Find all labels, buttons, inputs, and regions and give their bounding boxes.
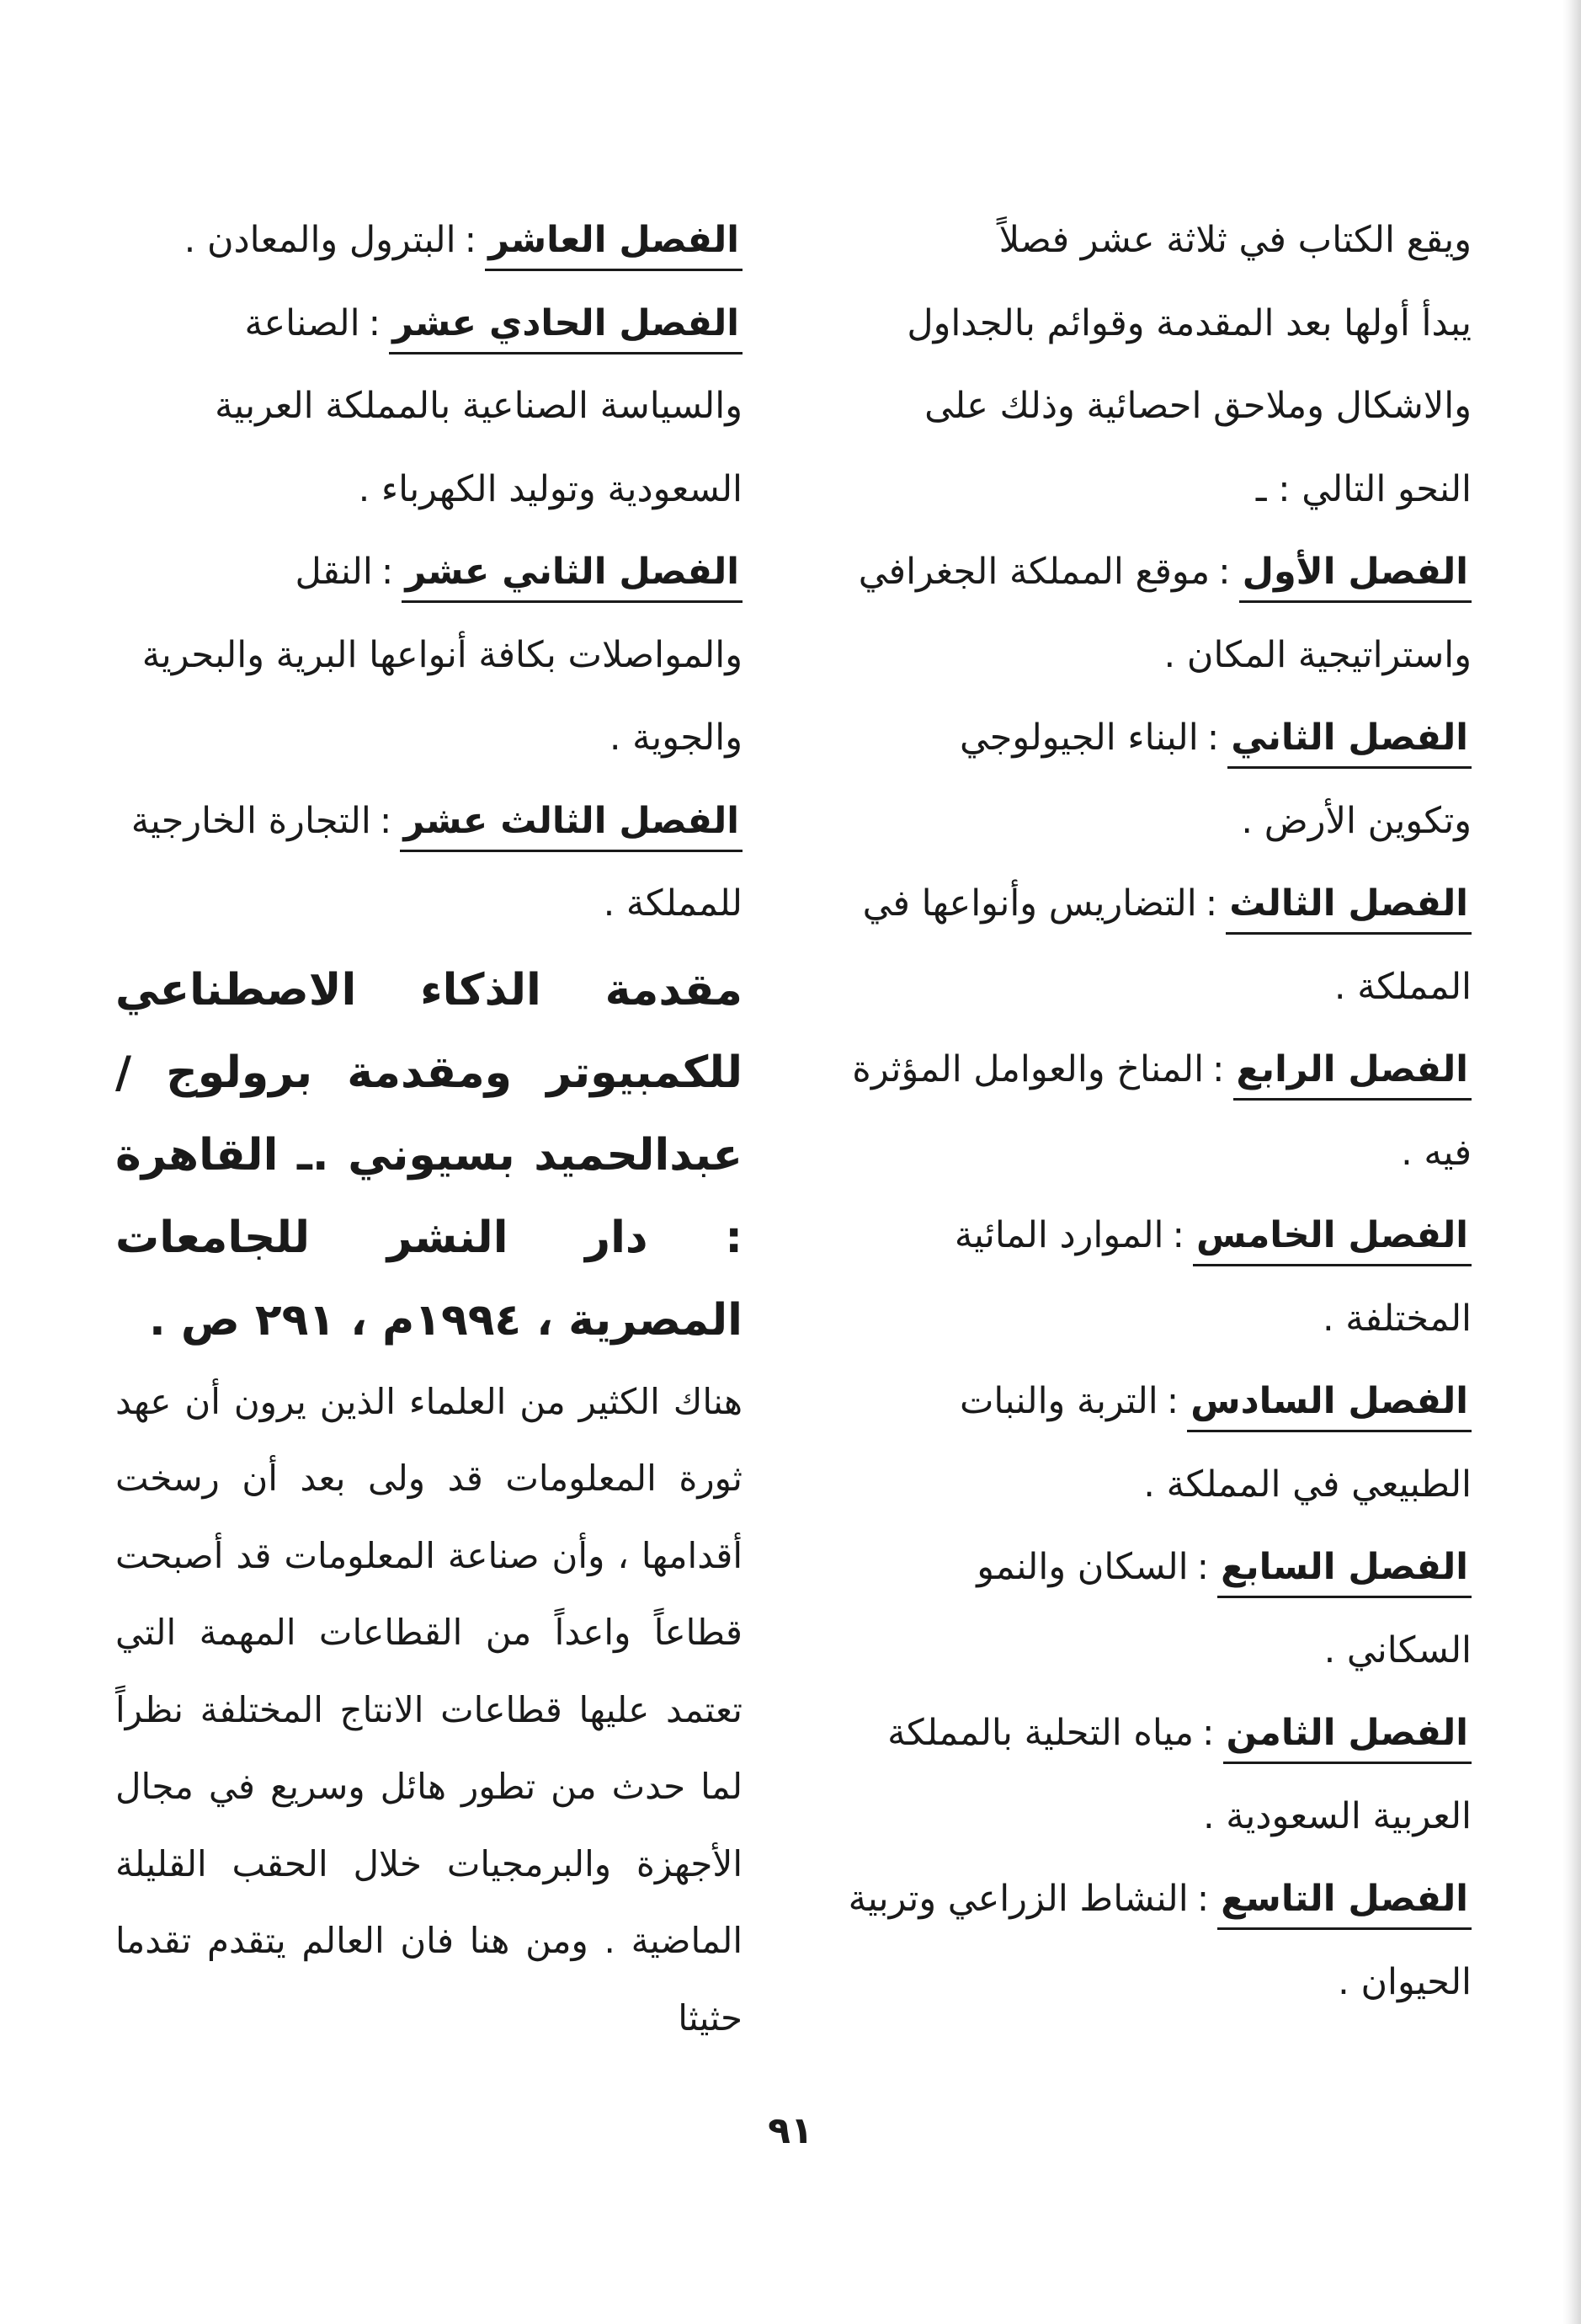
intro-line: يبدأ أولها بعد المقدمة وقوائم بالجداول — [907, 301, 1472, 344]
page-number: ٩١ — [768, 2109, 813, 2152]
chapter-description: الموارد المائية المختلفة . — [954, 1214, 1472, 1340]
chapter-title: الفصل الثامن — [1223, 1706, 1472, 1764]
chapter-entry: الفصل الأول:موقع المملكة الجغرافي واستراتيجية المكان . — [844, 530, 1472, 696]
chapter-description: النشاط الزراعي وتربية الحيوان . — [848, 1878, 1472, 2003]
chapter-entry: الفصل الحادي عشر:الصناعة والسياسة الصناعية بالمملكة العربية السعودية وتوليد الكهرباء . — [115, 282, 743, 531]
chapter-entry: الفصل السادس:التربة والنبات الطبيعي في المملكة . — [844, 1360, 1472, 1526]
body-paragraph: هناك الكثير من العلماء الذين يرون أن عهد ثورة المعلومات قد ولى بعد أن رسخت أقدامها ، وأن صناعة المعلومات قد أصبحت قطاعاً واعداً من القطاعات المهمة التي تعتمد عليها قطاعات الانتاج المختلفة نظراً لما حدث من تطور هائل وسريع في مجال الأجهزة والبرمجيات خلال الحقب القليلة الماضية . ومن هنا فان العالم يتقدم تقدما حثيثا — [115, 1380, 743, 2039]
chapter-title: الفصل الثاني عشر — [402, 545, 743, 603]
intro-line: ويقع الكتاب في ثلاثة عشر فصلاً — [998, 219, 1472, 261]
chapter-entry: الفصل الرابع:المناخ والعوامل المؤثرة فيه . — [844, 1028, 1472, 1194]
chapter-entry: الفصل الثاني:البناء الجيولوجي وتكوين الأرض . — [844, 696, 1472, 862]
chapter-entry: الفصل الخامس:الموارد المائية المختلفة . — [844, 1194, 1472, 1360]
left-column — [115, 199, 743, 2056]
chapter-description: البناء الجيولوجي وتكوين الأرض . — [959, 717, 1472, 842]
chapter-description: موقع المملكة الجغرافي واستراتيجية المكان . — [858, 551, 1472, 676]
chapter-entry: الفصل الثالث عشر:التجارة الخارجية للمملكة . — [115, 780, 743, 946]
chapter-entry: الفصل الثامن:مياه التحلية بالمملكة العربية السعودية . — [844, 1692, 1472, 1858]
chapter-description: التضاريس وأنواعها في المملكة . — [862, 882, 1472, 1008]
chapter-entry: الفصل الثاني عشر:النقل والمواصلات بكافة أنواعها البرية والبحرية والجوية . — [115, 530, 743, 780]
chapter-title: الفصل الحادي عشر — [389, 296, 743, 354]
chapter-description: التربة والنبات الطبيعي في المملكة . — [959, 1380, 1472, 1506]
intro-paragraph — [844, 199, 1472, 530]
intro-line: النحو التالي : ـ — [1255, 467, 1472, 510]
chapter-title: الفصل السابع — [1217, 1540, 1472, 1598]
chapter-entry: الفصل العاشر:البترول والمعادن . — [115, 199, 743, 282]
chapter-description: السكان والنمو السكاني . — [977, 1546, 1472, 1671]
chapter-title: الفصل السادس — [1187, 1374, 1472, 1432]
chapter-title: الفصل الخامس — [1193, 1208, 1472, 1266]
chapter-description: الصناعة والسياسة الصناعية بالمملكة العربية السعودية وتوليد الكهرباء . — [215, 301, 743, 510]
book-reference: مقدمة الذكاء الاصطناعي للكمبيوتر ومقدمة برولوج / عبدالحميد بسيوني .ـ القاهرة : دار النشر للجامعات المصرية ، ١٩٩٤م ، ٢٩١ ص . — [115, 964, 743, 1346]
chapter-title: الفصل التاسع — [1217, 1872, 1472, 1930]
chapter-title: الفصل الأول — [1239, 545, 1472, 603]
right-column — [844, 199, 1472, 2023]
chapter-title: الفصل العاشر — [485, 213, 743, 271]
chapter-description: النقل والمواصلات بكافة أنواعها البرية والبحرية والجوية . — [141, 551, 743, 759]
chapter-entry: الفصل التاسع:النشاط الزراعي وتربية الحيوان . — [844, 1858, 1472, 2023]
chapter-title: الفصل الرابع — [1233, 1042, 1472, 1101]
chapter-title: الفصل الثالث — [1226, 877, 1472, 935]
chapter-entry: الفصل السابع:السكان والنمو السكاني . — [844, 1526, 1472, 1692]
chapter-title: الفصل الثاني — [1227, 711, 1472, 769]
page-edge-shadow — [1562, 0, 1581, 2324]
chapter-description: المناخ والعوامل المؤثرة فيه . — [852, 1048, 1472, 1174]
chapter-entry: الفصل الثالث:التضاريس وأنواعها في المملكة . — [844, 862, 1472, 1028]
chapter-description: مياه التحلية بالمملكة العربية السعودية . — [887, 1712, 1472, 1837]
chapter-title: الفصل الثالث عشر — [400, 794, 743, 852]
chapter-description: التجارة الخارجية للمملكة . — [130, 799, 743, 925]
intro-line: والاشكال وملاحق احصائية وذلك على — [924, 385, 1472, 427]
chapter-description: البترول والمعادن . — [184, 219, 456, 261]
